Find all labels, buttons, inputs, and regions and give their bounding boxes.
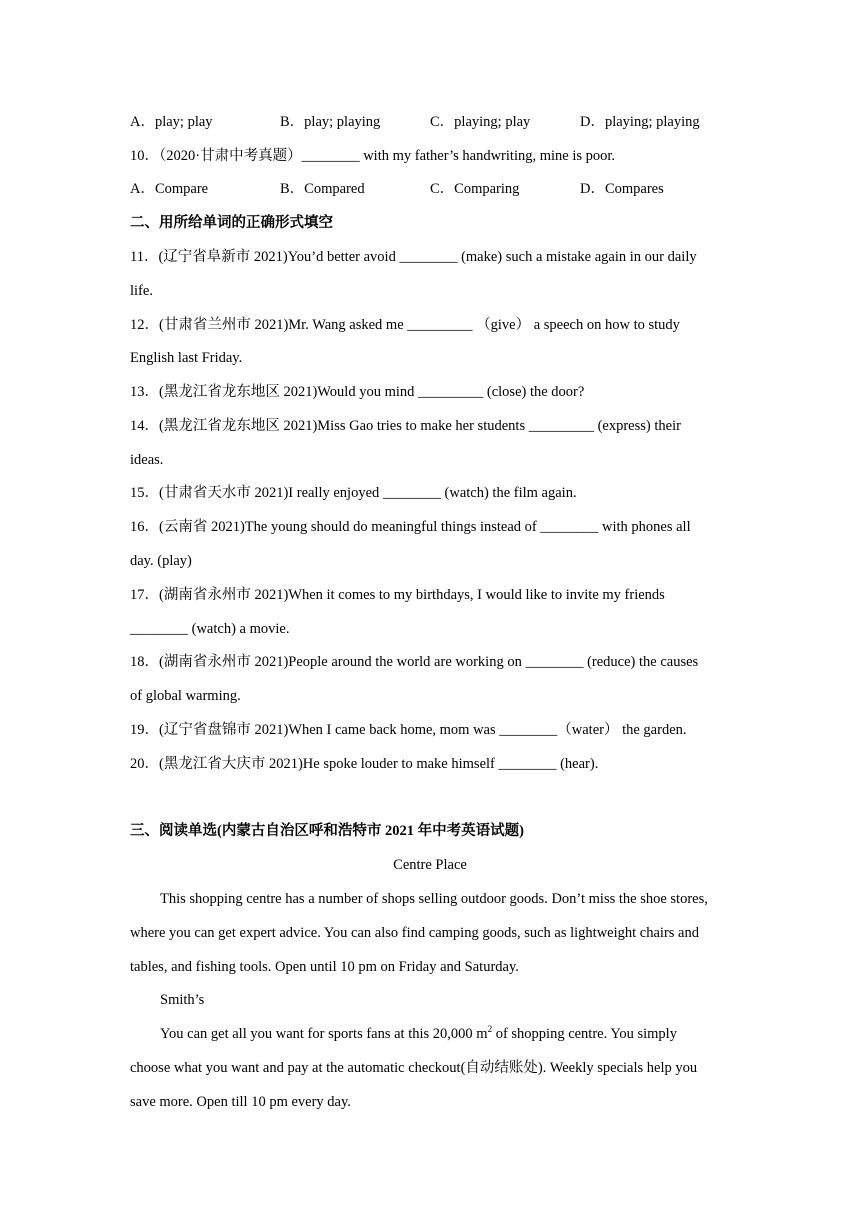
- paragraph-line: [160, 1024, 677, 1044]
- section2-line: 15．(甘肃省天水市 2021)I really enjoyed ________ (watch) the film again.: [130, 485, 577, 501]
- q9-option-c: C．playing; play: [430, 114, 531, 130]
- paragraph-text: You can get all you want for sports fans at this 20,000 m: [160, 1026, 488, 1042]
- section2-line: ideas.: [130, 452, 164, 468]
- section2-line: 11．(辽宁省阜新市 2021)You’d better avoid ________ (make) such a mistake again in our daily: [130, 249, 697, 265]
- paragraph-text: of shopping centre. You simply: [492, 1026, 677, 1042]
- section2-line: ________ (watch) a movie.: [130, 621, 290, 637]
- q10-option-d: D．Compares: [580, 181, 664, 197]
- paragraph-line: choose what you want and pay at the automatic checkout(自动结账处). Weekly specials help you: [130, 1060, 698, 1076]
- paragraph-line: This shopping centre has a number of shops selling outdoor goods. Don’t miss the shoe stores,: [160, 891, 708, 907]
- q10-option-b: B．Compared: [280, 181, 365, 197]
- q9-option-a: A．play; play: [130, 114, 213, 130]
- paragraph-line: tables, and fishing tools. Open until 10 pm on Friday and Saturday.: [130, 959, 519, 975]
- paragraph-line: save more. Open till 10 pm every day.: [130, 1094, 351, 1110]
- section2-line: English last Friday.: [130, 350, 243, 366]
- passage-subtitle: Smith’s: [160, 992, 205, 1008]
- section2-line: 13．(黑龙江省龙东地区 2021)Would you mind _________ (close) the door?: [130, 384, 585, 400]
- superscript: 2: [487, 1024, 493, 1035]
- section2-line: 17．(湖南省永州市 2021)When it comes to my birthdays, I would like to invite my friends: [130, 587, 665, 603]
- section2-line: of global warming.: [130, 688, 241, 704]
- q9-option-b: B．play; playing: [280, 114, 381, 130]
- q9-option-d: D．playing; playing: [580, 114, 700, 130]
- section2-line: 19．(辽宁省盘锦市 2021)When I came back home, mom was ________（water） the garden.: [130, 722, 687, 738]
- section2-line: 18．(湖南省永州市 2021)People around the world are working on ________ (reduce) the causes: [130, 654, 699, 670]
- section2-line: 20．(黑龙江省大庆市 2021)He spoke louder to make himself ________ (hear).: [130, 756, 599, 772]
- passage-title: Centre Place: [393, 857, 467, 873]
- section2-line: life.: [130, 283, 153, 299]
- section2-heading: 二、用所给单词的正确形式填空: [130, 215, 333, 231]
- q10-stem: 10．（2020·甘肃中考真题）________ with my father’s handwriting, mine is poor.: [130, 148, 616, 164]
- section2-line: day. (play): [130, 553, 192, 569]
- section2-line: 12．(甘肃省兰州市 2021)Mr. Wang asked me _________ （give） a speech on how to study: [130, 317, 680, 333]
- section2-line: 16．(云南省 2021)The young should do meaningful things instead of ________ with phones all: [130, 519, 691, 535]
- section2-line: 14．(黑龙江省龙东地区 2021)Miss Gao tries to make her students _________ (express) their: [130, 418, 681, 434]
- section3-heading: 三、阅读单选(内蒙古自治区呼和浩特市 2021 年中考英语试题): [130, 823, 524, 839]
- q10-option-a: A．Compare: [130, 181, 209, 197]
- paragraph-line: where you can get expert advice. You can also find camping goods, such as lightweight chairs and: [130, 925, 699, 941]
- q10-option-c: C．Comparing: [430, 181, 520, 197]
